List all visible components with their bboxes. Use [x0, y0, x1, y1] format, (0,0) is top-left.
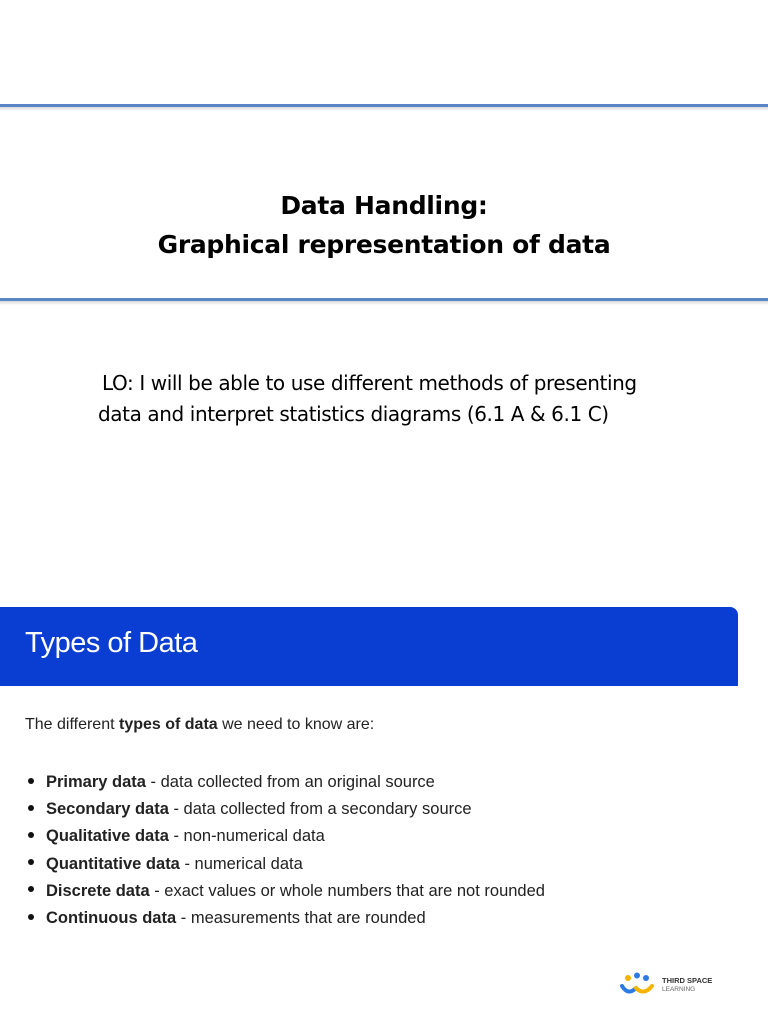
learning-objective: [98, 368, 698, 430]
item-term: Discrete data: [46, 881, 150, 900]
list-item: [28, 769, 545, 796]
types-list: [28, 769, 545, 932]
list-item: [28, 796, 545, 823]
bullet-icon: [28, 778, 34, 784]
intro-text-2: we need to know are:: [217, 716, 375, 733]
bullet-icon: [28, 832, 34, 838]
bottom-divider: [0, 298, 768, 301]
list-item: [28, 905, 545, 932]
item-term: Qualitative data: [46, 827, 169, 846]
logo-text: [662, 976, 712, 994]
bullet-icon: [28, 914, 34, 920]
item-desc: - data collected from a secondary source: [168, 800, 472, 819]
lo-line-1: LO: I will be able to use different methods of presenting: [102, 371, 637, 395]
intro-text-1: The different: [25, 716, 119, 733]
item-term: Primary data: [46, 773, 146, 791]
item-desc: - measurements that are rounded: [176, 908, 426, 927]
intro-bold: types of data: [118, 716, 218, 733]
list-item: [28, 823, 545, 850]
bullet-icon: [28, 805, 34, 811]
card-intro: [25, 716, 374, 734]
slide-title: [0, 186, 768, 264]
item-term: Continuous data: [46, 908, 177, 927]
top-divider: [0, 104, 768, 107]
card-title: Types of Data: [25, 627, 198, 659]
logo-line-1: THIRD SPACE: [662, 976, 713, 985]
item-term: Secondary data: [46, 800, 169, 819]
title-line-2: Graphical representation of data: [157, 230, 611, 259]
logo-line-2: LEARNING: [662, 986, 696, 993]
item-desc: - exact values or whole numbers that are not rounded: [149, 881, 545, 900]
card-header: [0, 607, 738, 686]
item-desc: - numerical data: [179, 854, 303, 873]
bullet-icon: [28, 886, 34, 892]
list-item: [28, 851, 545, 878]
third-space-learning-logo: [620, 972, 730, 1000]
types-of-data-card: [0, 607, 738, 1017]
logo-mark-icon: [620, 972, 660, 1000]
item-desc: - non-numerical data: [168, 827, 325, 846]
item-term: Quantitative data: [46, 854, 180, 873]
title-line-1: Data Handling:: [280, 191, 488, 220]
item-desc: - data collected from an original source: [145, 773, 435, 791]
lo-line-2: data and interpret statistics diagrams (6.1 A & 6.1 C): [98, 402, 609, 426]
list-item: [28, 878, 545, 905]
bullet-icon: [28, 859, 34, 865]
